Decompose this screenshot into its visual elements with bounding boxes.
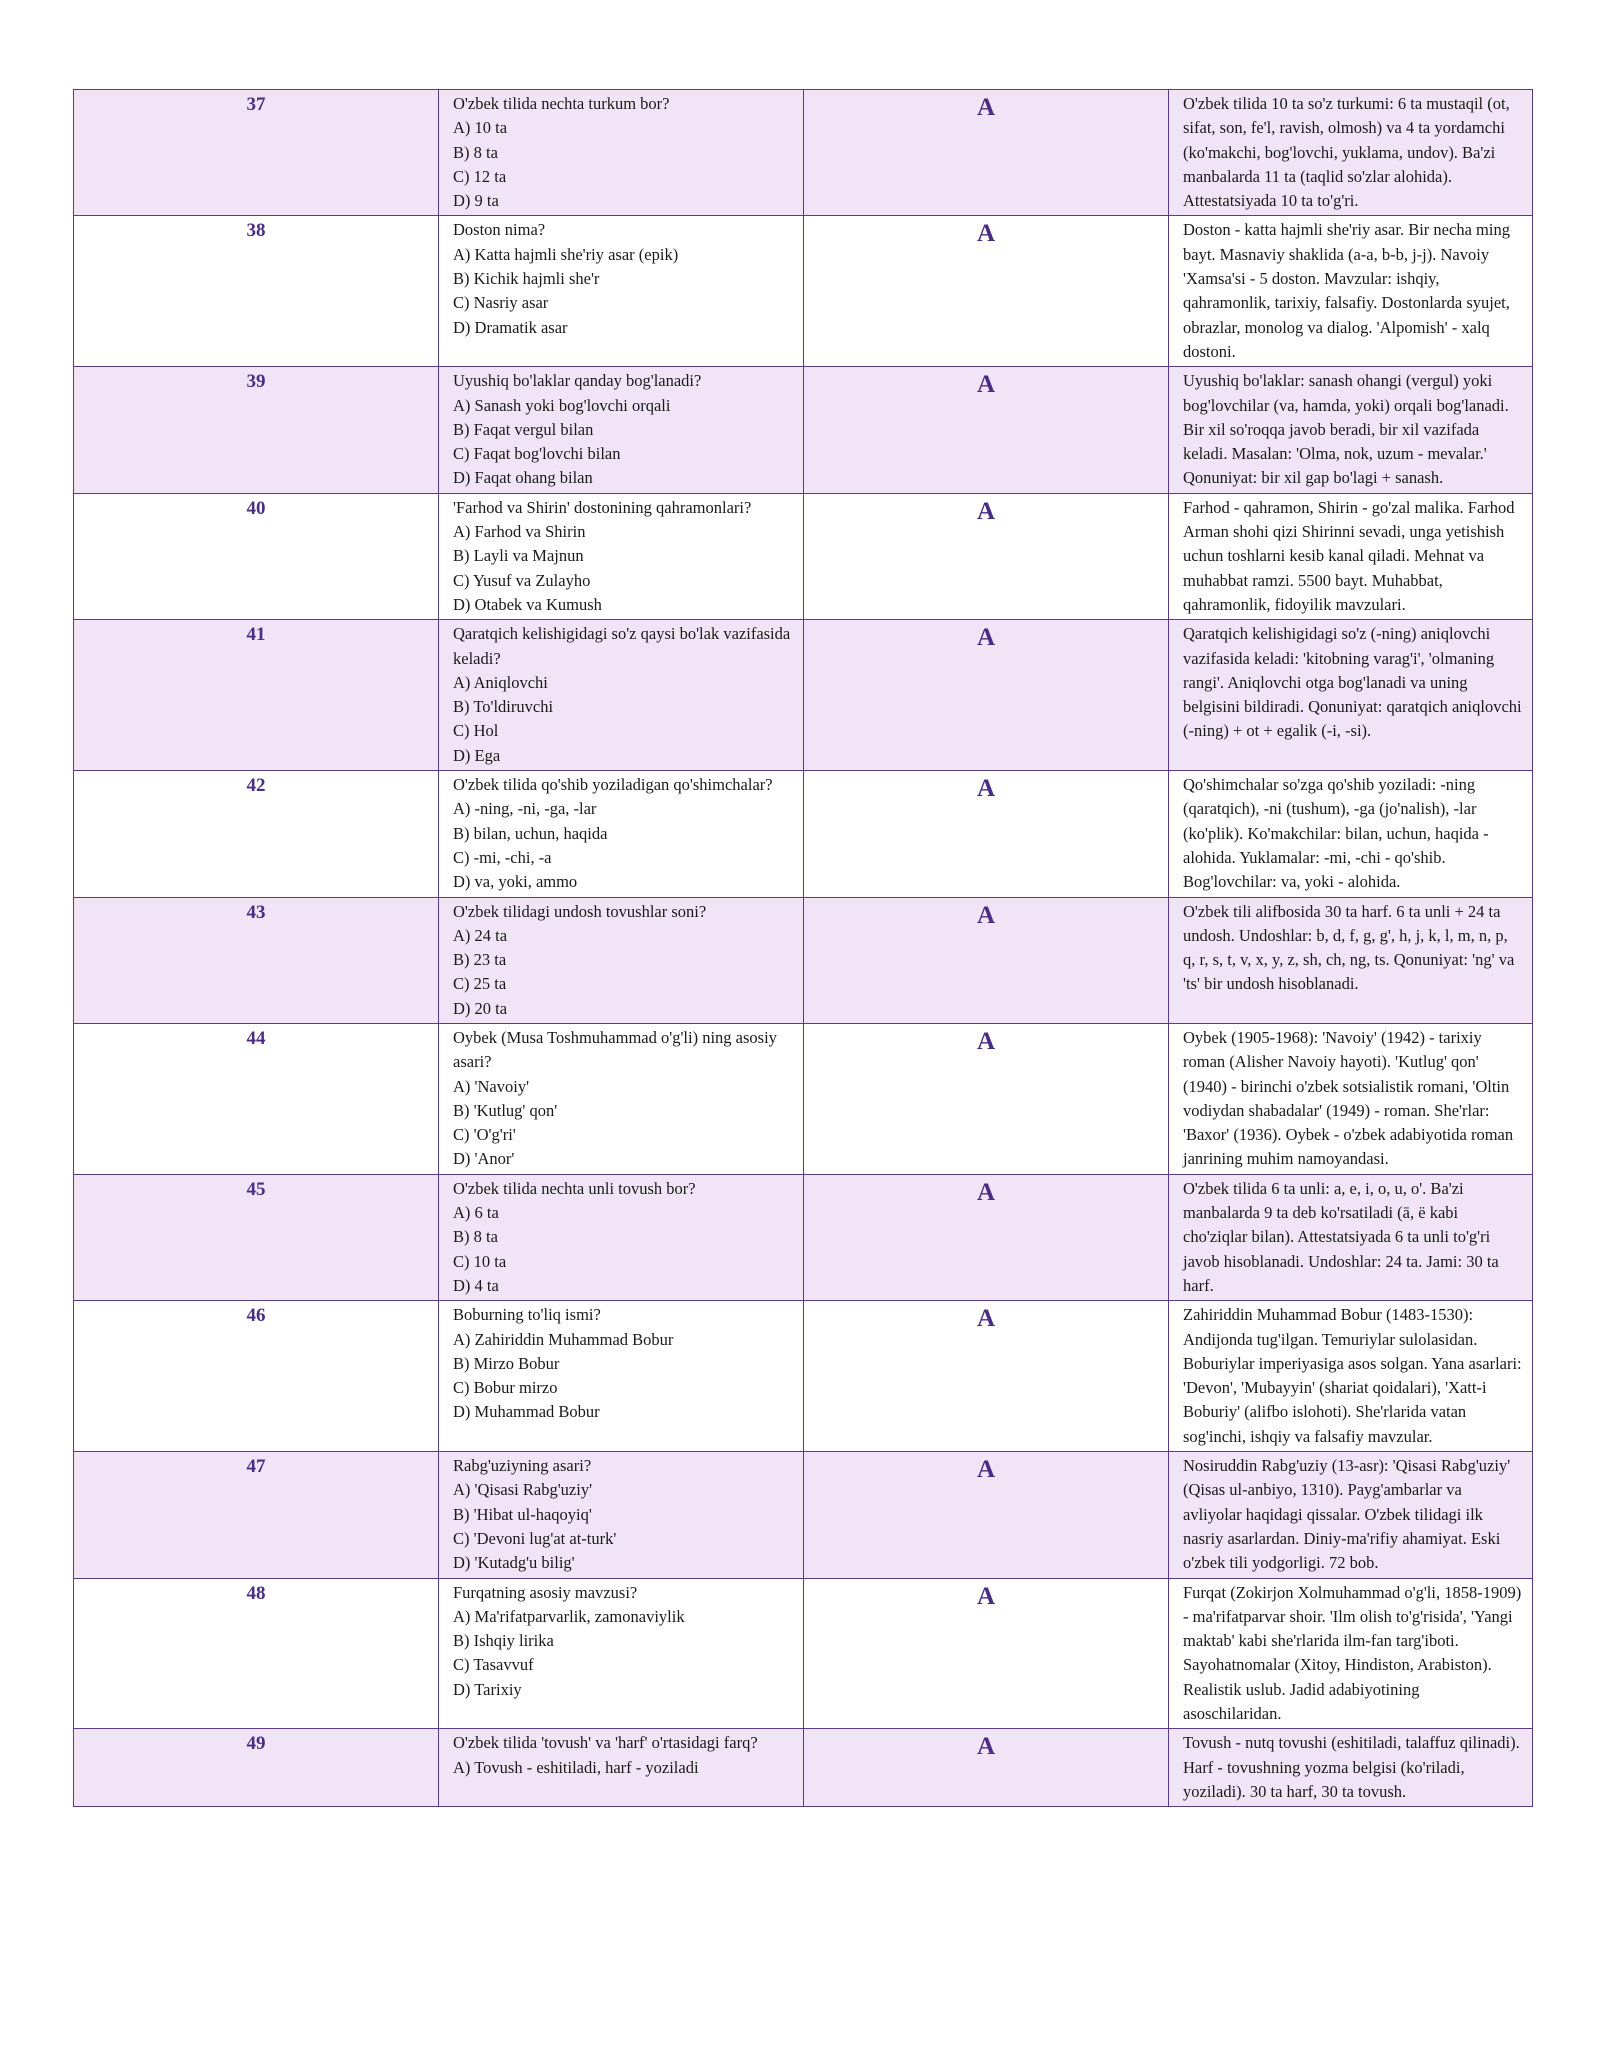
option-d: D) 'Anor' bbox=[453, 1149, 515, 1169]
answer-letter: A bbox=[976, 1027, 996, 1055]
option-b: B) To'ldiruvchi bbox=[453, 697, 554, 717]
explanation-text: Oybek (1905-1968): 'Navoiy' (1942) - tarixiy roman (Alisher Navoiy hayoti). 'Kutlug' qon' (1940) - birinchi o'zbek sotsialistik romani, 'Oltin vodiydan shabadalar' (1949) - roman. She'rlar: 'Baxor' (1936). Oybek - o'zbek adabiyotida roman janrining muhim namoyandasi. bbox=[1183, 1027, 1514, 1169]
answer-letter: A bbox=[976, 1305, 996, 1333]
answer-letter: A bbox=[976, 901, 996, 929]
question-cell bbox=[439, 90, 804, 216]
option-d: D) 'Kutadg'u bilig' bbox=[453, 1553, 575, 1573]
question-text: Qaratqich kelishigidagi so'z qaysi bo'lak vazifasida keladi? bbox=[453, 624, 791, 668]
answer-cell bbox=[804, 897, 1169, 1023]
option-a: A) Katta hajmli she'riy asar (epik) bbox=[453, 244, 679, 264]
question-number-text: 38 bbox=[246, 220, 266, 242]
explanation-text: Zahiriddin Muhammad Bobur (1483-1530): Andijonda tug'ilgan. Temuriylar sulolasidan. Boburiylar imperiyasiga asos solgan. Yana asarlari: 'Devon', 'Mubayyin' (shariat qoidalari), 'Xatt-i Boburiy' (alifbo islohoti). She'rlarida vatan sog'inchi, ishqiy va falsafiy mavzular. bbox=[1183, 1305, 1522, 1446]
answer-letter: A bbox=[976, 371, 996, 399]
question-text: Uyushiq bo'laklar qanday bog'lanadi? bbox=[453, 371, 702, 391]
answer-letter: A bbox=[976, 1178, 996, 1206]
table-row bbox=[74, 1174, 1533, 1300]
option-c: C) Tasavvuf bbox=[453, 1655, 534, 1675]
answer-cell bbox=[804, 620, 1169, 771]
table-row bbox=[74, 1578, 1533, 1729]
option-d: D) Dramatik asar bbox=[453, 317, 568, 337]
explanation-cell bbox=[1169, 90, 1533, 216]
question-text: O'zbek tilida qo'shib yoziladigan qo'shimchalar? bbox=[453, 775, 773, 795]
option-a: A) Sanash yoki bog'lovchi orqali bbox=[453, 395, 671, 415]
answer-cell bbox=[804, 1023, 1169, 1174]
option-b: B) 23 ta bbox=[453, 950, 507, 970]
explanation-text: Farhod - qahramon, Shirin - go'zal malika. Farhod Arman shohi qizi Shirinni sevadi, unga yetishish uchun toshlarni kesib kanal qiladi. Mehnat va muhabbat ramzi. 5500 bayt. Muhabbat, qahramonlik, fidoyilik mavzulari. bbox=[1183, 497, 1515, 614]
option-c: C) 10 ta bbox=[453, 1251, 507, 1271]
explanation-text: O'zbek tilida 6 ta unli: a, e, i, o, u, o'. Ba'zi manbalarda 9 ta deb ko'rsatiladi (ā, ë kabi cho'ziqlar bilan). Attestatsiyada 6 ta unli to'g'ri javob hisoblanadi. Undoshlar: 24 ta. Jami: 30 ta harf. bbox=[1183, 1178, 1499, 1295]
answer-cell bbox=[804, 216, 1169, 367]
option-a: A) -ning, -ni, -ga, -lar bbox=[453, 799, 597, 819]
answer-letter: A bbox=[976, 1733, 996, 1761]
question-cell bbox=[439, 1174, 804, 1300]
option-c: C) Nasriy asar bbox=[453, 293, 549, 313]
question-number bbox=[74, 367, 439, 493]
question-text: Doston nima? bbox=[453, 220, 546, 240]
question-number-text: 40 bbox=[246, 497, 266, 519]
answer-letter: A bbox=[976, 497, 996, 525]
question-text: O'zbek tilida nechta unli tovush bor? bbox=[453, 1178, 696, 1198]
option-a: A) 24 ta bbox=[453, 925, 508, 945]
question-number-text: 41 bbox=[246, 624, 266, 646]
table-row bbox=[74, 1729, 1533, 1807]
option-b: B) Layli va Majnun bbox=[453, 546, 584, 566]
question-cell bbox=[439, 771, 804, 897]
table-row bbox=[74, 1452, 1533, 1578]
option-d: D) Faqat ohang bilan bbox=[453, 468, 593, 488]
question-cell bbox=[439, 1023, 804, 1174]
answer-cell bbox=[804, 1452, 1169, 1578]
question-text: Furqatning asosiy mavzusi? bbox=[453, 1582, 638, 1602]
question-number-text: 47 bbox=[246, 1456, 266, 1478]
question-number bbox=[74, 1729, 439, 1807]
answer-letter: A bbox=[976, 94, 996, 121]
question-text: Oybek (Musa Toshmuhammad o'g'li) ning asosiy asari? bbox=[453, 1027, 777, 1072]
question-number bbox=[74, 1301, 439, 1452]
table-row bbox=[74, 90, 1533, 216]
question-cell bbox=[439, 620, 804, 771]
question-number bbox=[74, 1578, 439, 1729]
answer-cell bbox=[804, 771, 1169, 897]
option-a: A) 'Qisasi Rabg'uziy' bbox=[453, 1480, 593, 1500]
explanation-text: Qaratqich kelishigidagi so'z (-ning) aniqlovchi vazifasida keladi: 'kitobning varag'i', 'olmaning rangi'. Aniqlovchi otga bog'lanadi va uning belgisini bildiradi. Qonuniyat: qaratqich aniqlovchi (-ning) + ot + egalik (-i, -si). bbox=[1183, 624, 1522, 741]
question-number bbox=[74, 897, 439, 1023]
answer-cell bbox=[804, 1301, 1169, 1452]
question-number-text: 39 bbox=[246, 371, 266, 393]
question-cell bbox=[439, 216, 804, 367]
question-number bbox=[74, 771, 439, 897]
answer-cell bbox=[804, 493, 1169, 619]
answer-cell bbox=[804, 1578, 1169, 1729]
option-b: B) Ishqiy lirika bbox=[453, 1631, 554, 1651]
questions-table bbox=[73, 89, 1533, 1807]
explanation-text: Nosiruddin Rabg'uziy (13-asr): 'Qisasi Rabg'uziy' (Qisas ul-anbiyo, 1310). Payg'ambarlar va avliyolar haqidagi qissalar. O'zbek tilidagi ilk nasriy asarlardan. Diniy-ma'rifiy ahamiyat. Eski o'zbek tili yodgorligi. 72 bob. bbox=[1183, 1456, 1511, 1573]
explanation-cell bbox=[1169, 897, 1533, 1023]
question-number-text: 42 bbox=[246, 775, 266, 797]
table-row bbox=[74, 1023, 1533, 1174]
option-d: D) Tarixiy bbox=[453, 1679, 522, 1699]
option-c: C) 25 ta bbox=[453, 974, 507, 994]
option-d: D) 20 ta bbox=[453, 998, 508, 1018]
question-number bbox=[74, 1023, 439, 1174]
question-cell bbox=[439, 1452, 804, 1578]
option-b: B) 'Hibat ul-haqoyiq' bbox=[453, 1504, 592, 1524]
answer-letter: A bbox=[976, 1456, 996, 1484]
explanation-cell bbox=[1169, 493, 1533, 619]
question-text: Boburning to'liq ismi? bbox=[453, 1305, 601, 1325]
explanation-cell bbox=[1169, 216, 1533, 367]
question-cell bbox=[439, 897, 804, 1023]
option-b: B) Faqat vergul bilan bbox=[453, 419, 594, 439]
question-cell bbox=[439, 1301, 804, 1452]
answer-letter: A bbox=[976, 220, 996, 248]
option-c: C) 'Devoni lug'at at-turk' bbox=[453, 1528, 617, 1548]
question-number-text: 45 bbox=[246, 1178, 266, 1200]
question-number bbox=[74, 1174, 439, 1300]
table-row bbox=[74, 620, 1533, 771]
question-number bbox=[74, 493, 439, 619]
question-text: 'Farhod va Shirin' dostonining qahramonlari? bbox=[453, 497, 752, 517]
option-a: A) Tovush - eshitiladi, harf - yoziladi bbox=[453, 1757, 699, 1777]
answer-letter: A bbox=[976, 775, 996, 803]
question-cell bbox=[439, 1729, 804, 1807]
option-c: C) 12 ta bbox=[453, 166, 507, 186]
explanation-cell bbox=[1169, 1174, 1533, 1300]
option-b: B) 8 ta bbox=[453, 142, 498, 162]
option-c: C) Bobur mirzo bbox=[453, 1378, 558, 1398]
answer-letter: A bbox=[976, 1582, 996, 1610]
answer-cell bbox=[804, 367, 1169, 493]
explanation-cell bbox=[1169, 1578, 1533, 1729]
explanation-text: Furqat (Zokirjon Xolmuhammad o'g'li, 1858-1909) - ma'rifatparvar shoir. 'Ilm olish to'g'risida', 'Yangi maktab' kabi she'rlarida ilm-fan targ'iboti. Sayohatnomalar (Xitoy, Hindiston, Arabiston). Realistik uslub. Jadid adabiyotining asoschilaridan. bbox=[1183, 1582, 1522, 1723]
option-b: B) 8 ta bbox=[453, 1227, 498, 1247]
option-a: A) Ma'rifatparvarlik, zamonaviylik bbox=[453, 1606, 685, 1626]
explanation-cell bbox=[1169, 1023, 1533, 1174]
explanation-cell bbox=[1169, 771, 1533, 897]
table-row bbox=[74, 493, 1533, 619]
question-number-text: 37 bbox=[246, 94, 266, 115]
question-number bbox=[74, 90, 439, 216]
option-d: D) Muhammad Bobur bbox=[453, 1402, 600, 1422]
answer-cell bbox=[804, 1729, 1169, 1807]
option-b: B) Mirzo Bobur bbox=[453, 1353, 560, 1373]
option-c: C) Faqat bog'lovchi bilan bbox=[453, 444, 621, 464]
table-row bbox=[74, 367, 1533, 493]
option-d: D) Otabek va Kumush bbox=[453, 594, 602, 614]
explanation-cell bbox=[1169, 1301, 1533, 1452]
answer-cell bbox=[804, 1174, 1169, 1300]
option-a: A) 6 ta bbox=[453, 1203, 499, 1223]
question-number bbox=[74, 1452, 439, 1578]
explanation-text: Tovush - nutq tovushi (eshitiladi, talaffuz qilinadi). Harf - tovushning yozma belgisi (ko'riladi, yoziladi). 30 ta harf, 30 ta tovush. bbox=[1183, 1733, 1520, 1801]
option-a: A) Farhod va Shirin bbox=[453, 522, 586, 542]
option-b: B) 'Kutlug' qon' bbox=[453, 1100, 558, 1120]
table-row bbox=[74, 897, 1533, 1023]
option-c: C) -mi, -chi, -a bbox=[453, 847, 552, 867]
question-number bbox=[74, 216, 439, 367]
table-row bbox=[74, 216, 1533, 367]
explanation-text: O'zbek tilida 10 ta so'z turkumi: 6 ta mustaqil (ot, sifat, son, fe'l, ravish, olmosh) va 4 ta yordamchi (ko'makchi, bog'lovchi, yuklama, undov). Ba'zi manbalarda 11 ta (taqlid so'zlar alohida). Attestatsiyada 10 ta to'g'ri. bbox=[1183, 94, 1510, 211]
table-row bbox=[74, 1301, 1533, 1452]
explanation-cell bbox=[1169, 1452, 1533, 1578]
option-b: B) Kichik hajmli she'r bbox=[453, 269, 600, 289]
option-c: C) Hol bbox=[453, 721, 499, 741]
explanation-cell bbox=[1169, 620, 1533, 771]
explanation-text: Doston - katta hajmli she'riy asar. Bir necha ming bayt. Masnaviy shaklida (a-a, b-b, j-j). Navoiy 'Xamsa'si - 5 doston. Mavzular: ishqiy, qahramonlik, tarixiy, falsafiy. Dostonlarda syujet, obrazlar, monolog va dialog. 'Alpomish' - xalq dostoni. bbox=[1183, 220, 1510, 361]
option-a: A) 'Navoiy' bbox=[453, 1076, 530, 1096]
option-a: A) Zahiriddin Muhammad Bobur bbox=[453, 1329, 674, 1349]
question-number-text: 49 bbox=[246, 1733, 266, 1755]
explanation-text: Uyushiq bo'laklar: sanash ohangi (vergul) yoki bog'lovchilar (va, hamda, yoki) orqali bog'lanadi. Bir xil so'roqqa javob beradi, bir xil vazifada keladi. Masalan: 'Olma, nok, uzum - mevalar.' Qonuniyat: bir xil gap bo'lagi + sanash. bbox=[1183, 371, 1509, 488]
answer-cell bbox=[804, 90, 1169, 216]
question-cell bbox=[439, 493, 804, 619]
question-text: O'zbek tilidagi undosh tovushlar soni? bbox=[453, 901, 707, 921]
question-number-text: 46 bbox=[246, 1305, 266, 1327]
option-a: A) Aniqlovchi bbox=[453, 672, 548, 692]
explanation-text: O'zbek tili alifbosida 30 ta harf. 6 ta unli + 24 ta undosh. Undoshlar: b, d, f, g, g', h, j, k, l, m, n, p, q, r, s, t, v, x, y, z, sh, ch, ng, ts. Qonuniyat: 'ng' va 'ts' bir undosh hisoblanadi. bbox=[1183, 901, 1515, 994]
option-d: D) Ega bbox=[453, 745, 501, 765]
question-number bbox=[74, 620, 439, 771]
question-text: O'zbek tilida nechta turkum bor? bbox=[453, 94, 670, 113]
question-number-text: 43 bbox=[246, 901, 266, 923]
option-d: D) 4 ta bbox=[453, 1275, 499, 1295]
explanation-cell bbox=[1169, 1729, 1533, 1807]
question-cell bbox=[439, 1578, 804, 1729]
question-cell bbox=[439, 367, 804, 493]
option-c: C) 'O'g'ri' bbox=[453, 1125, 516, 1145]
question-text: O'zbek tilida 'tovush' va 'harf' o'rtasidagi farq? bbox=[453, 1733, 758, 1753]
explanation-cell bbox=[1169, 367, 1533, 493]
table-row bbox=[74, 771, 1533, 897]
question-text: Rabg'uziyning asari? bbox=[453, 1456, 592, 1476]
option-d: D) 9 ta bbox=[453, 191, 499, 211]
question-number-text: 44 bbox=[246, 1027, 266, 1049]
option-c: C) Yusuf va Zulayho bbox=[453, 570, 591, 590]
option-b: B) bilan, uchun, haqida bbox=[453, 823, 608, 843]
option-d: D) va, yoki, ammo bbox=[453, 872, 578, 892]
explanation-text: Qo'shimchalar so'zga qo'shib yoziladi: -ning (qaratqich), -ni (tushum), -ga (jo'nalish), -lar (ko'plik). Ko'makchilar: bilan, uchun, haqida - alohida. Yuklamalar: -mi, -chi - qo'shib. Bog'lovchilar: va, yoki - alohida. bbox=[1183, 775, 1489, 892]
question-number-text: 48 bbox=[246, 1582, 266, 1604]
answer-letter: A bbox=[976, 624, 996, 652]
option-a: A) 10 ta bbox=[453, 118, 508, 138]
